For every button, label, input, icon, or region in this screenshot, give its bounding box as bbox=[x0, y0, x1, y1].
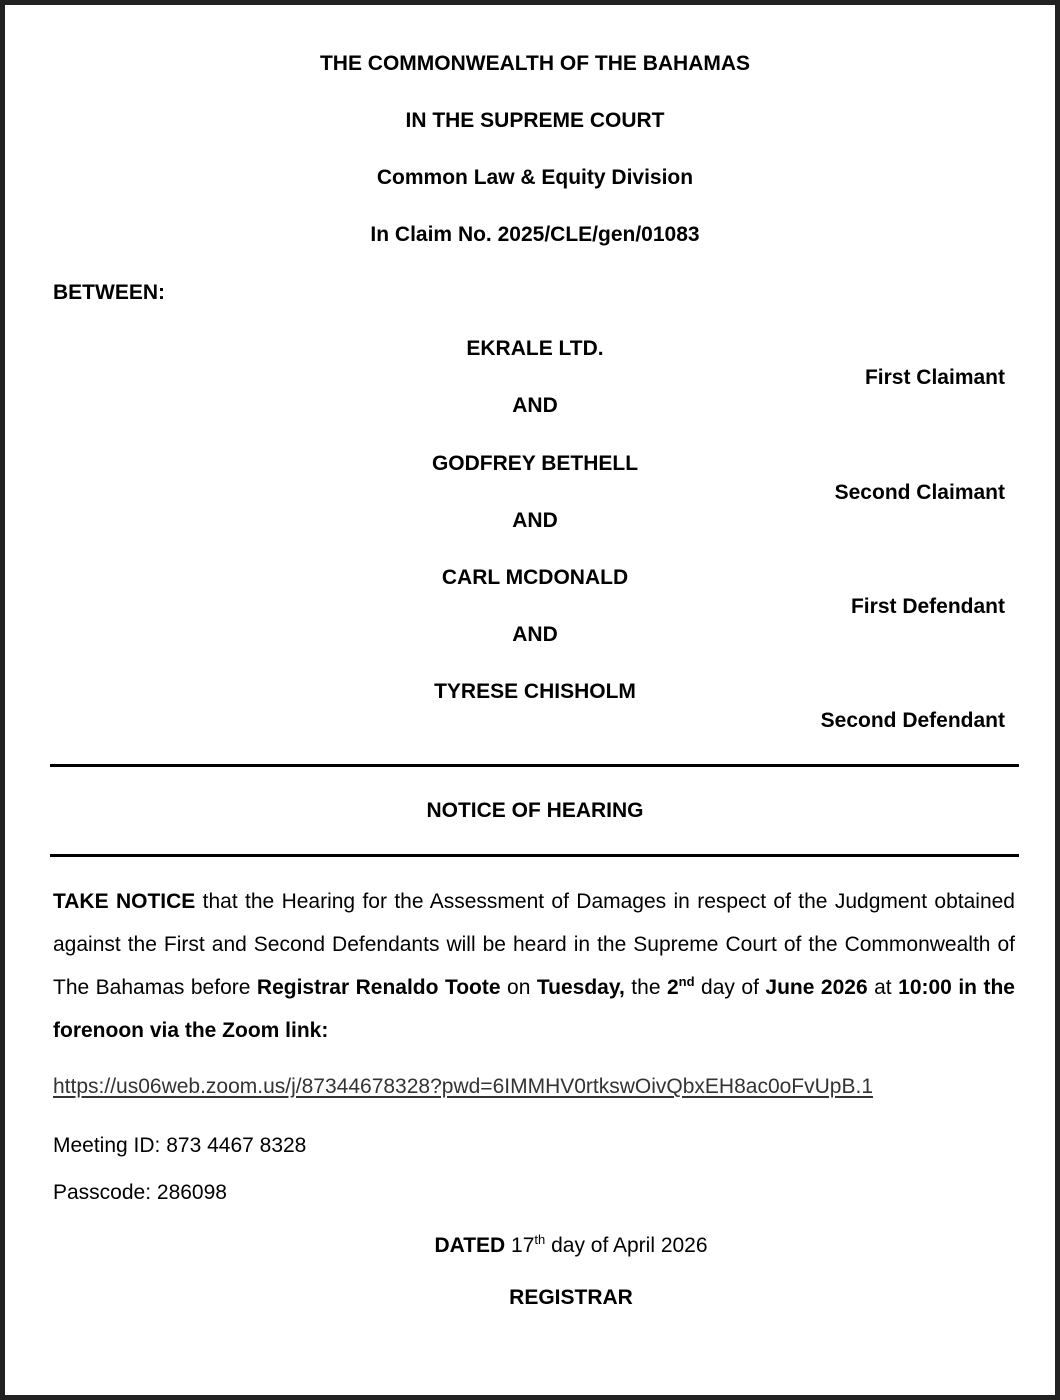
registrar-name: Registrar Renaldo Toote bbox=[256, 976, 501, 999]
between-label: BETWEEN: bbox=[53, 281, 165, 304]
party-name-second-defendant: TYRESE CHISHOLM bbox=[434, 680, 636, 703]
party-role-second-claimant: Second Claimant bbox=[834, 481, 1005, 504]
party-name-first-claimant: EKRALE LTD. bbox=[466, 337, 604, 360]
notice-text: that the Hearing for the Assessment of Damages in respect of the Judgment obtained against the First and Second Defendants will be heard in the Supreme Court of the Commonwealth of The Bahamas before bbox=[53, 890, 1015, 999]
dated-line bbox=[41, 1233, 1060, 1259]
notice-text: day of bbox=[694, 976, 766, 999]
notice-title: NOTICE OF HEARING bbox=[426, 799, 644, 822]
top-divider bbox=[50, 764, 1019, 767]
notice-text: at bbox=[867, 976, 899, 999]
dated-day: 17 bbox=[505, 1234, 535, 1257]
passcode: Passcode: 286098 bbox=[53, 1181, 227, 1204]
hearing-day-number: 2 bbox=[666, 976, 679, 999]
notice-text: on bbox=[500, 976, 537, 999]
registrar-signature: REGISTRAR bbox=[509, 1286, 633, 1309]
notice-text: the bbox=[624, 976, 667, 999]
and-separator: AND bbox=[512, 623, 558, 646]
hearing-month-year: June 2026 bbox=[765, 976, 868, 999]
dated-rest: day of April 2026 bbox=[545, 1234, 708, 1257]
dated-day-suffix: th bbox=[534, 1232, 546, 1247]
zoom-link[interactable] bbox=[53, 1074, 873, 1100]
party-name-second-claimant: GODFREY BETHELL bbox=[431, 452, 639, 475]
hearing-time-medium: 10:00 in the forenoon via the Zoom link: bbox=[53, 976, 1015, 1042]
hearing-day-suffix: nd bbox=[678, 974, 695, 989]
take-notice-phrase: TAKE NOTICE bbox=[53, 890, 196, 913]
country-heading: THE COMMONWEALTH OF THE BAHAMAS bbox=[319, 52, 751, 75]
party-role-first-claimant: First Claimant bbox=[864, 366, 1005, 389]
division-heading: Common Law & Equity Division bbox=[376, 166, 694, 189]
court-heading: IN THE SUPREME COURT bbox=[405, 109, 665, 132]
zoom-link-text[interactable]: https://us06web.zoom.us/j/87344678328?pwd=6IMMHV0rtkswOivQbxEH8ac0oFvUpB.1 bbox=[53, 1075, 874, 1098]
and-separator: AND bbox=[512, 509, 558, 532]
meeting-id: Meeting ID: 873 4467 8328 bbox=[53, 1134, 307, 1157]
claim-number: In Claim No. 2025/CLE/gen/01083 bbox=[370, 223, 700, 246]
hearing-weekday: Tuesday, bbox=[536, 976, 625, 999]
party-role-first-defendant: First Defendant bbox=[850, 595, 1005, 618]
party-role-second-defendant: Second Defendant bbox=[820, 709, 1005, 732]
and-separator: AND bbox=[512, 394, 558, 417]
party-name-first-defendant: CARL MCDONALD bbox=[441, 566, 629, 589]
dated-label: DATED bbox=[434, 1234, 506, 1257]
notice-paragraph bbox=[53, 880, 1015, 1052]
hearing-day bbox=[667, 976, 695, 999]
bottom-divider bbox=[50, 854, 1019, 857]
